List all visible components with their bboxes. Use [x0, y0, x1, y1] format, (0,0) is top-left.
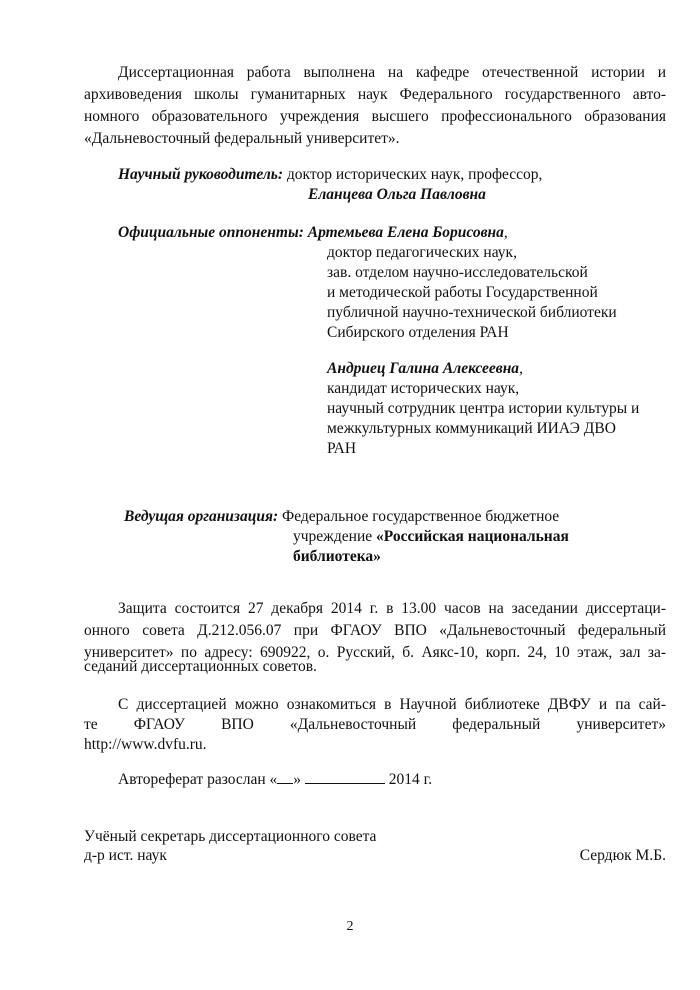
- intro-line-1: Диссертационная работа выполнена на кафедре отечественной истории и: [118, 64, 666, 81]
- opponent-2-line-1: кандидат исторических наук,: [327, 380, 520, 397]
- opponent-1-line-2: зав. отделом научно-исследовательской: [327, 264, 588, 281]
- opponent-1-line-5: Сибирского отделения РАН: [327, 324, 509, 341]
- supervisor-row: [118, 164, 542, 186]
- supervisor-name: Еланцева Ольга Павловна: [308, 186, 486, 203]
- opponent-2-line-3: межкультурных коммуникаций ИИАЭ ДВО: [327, 420, 616, 437]
- opponent-2-line-4: РАН: [327, 440, 357, 457]
- leading-org-line-2: [293, 526, 569, 548]
- secretary-degree: д-р ист. наук: [84, 847, 167, 864]
- opponents-label: Официальные оппоненты:: [118, 224, 304, 241]
- leading-org-bold-1: «Российская национальная: [376, 528, 569, 545]
- intro-line-2: архивоведения школы гуманитарных наук Федерального государственного авто-: [84, 86, 666, 103]
- abstract-sent-row: [118, 769, 432, 791]
- opponent-2-comma: ,: [519, 360, 523, 377]
- opponent-1-comma: ,: [503, 224, 508, 241]
- library-line-2: те ФГАОУ ВПО «Дальневосточный федеральный университет»: [84, 716, 666, 733]
- opponent-1-line-1: доктор педагогических наук,: [327, 244, 517, 261]
- abstract-sent-middle: »: [293, 771, 302, 788]
- leading-org-label: Ведущая организация:: [124, 508, 279, 525]
- opponent-2-row: [327, 358, 523, 380]
- opponents-row: [118, 222, 508, 244]
- page-number: 2: [346, 919, 354, 934]
- day-blank: [277, 769, 293, 784]
- defense-line-3: университет» по адресу: 690922, о. Русский, б. Аякс-10, корп. 24, 10 этаж, зал за-: [84, 644, 666, 661]
- defense-line-4: седаний диссертационных советов.: [84, 658, 317, 675]
- month-blank: [305, 769, 385, 784]
- leading-org-prefix: учреждение: [293, 528, 376, 545]
- defense-line-2: онного совета Д.212.056.07 при ФГАОУ ВПО «Дальневосточный федеральный: [84, 622, 666, 639]
- opponent-1-line-4: публичной научно-технической библиотеки: [327, 304, 617, 321]
- intro-line-3: номного образовательного учреждения высшего профессионального образования: [84, 108, 666, 125]
- defense-line-1: Защита состоится 27 декабря 2014 г. в 13.00 часов на заседании диссертаци-: [118, 600, 666, 617]
- opponent-1-name: Артемьева Елена Борисовна: [307, 224, 504, 241]
- library-line-1: С диссертацией можно ознакомиться в Научной библиотеке ДВФУ и па сай-: [118, 696, 666, 713]
- opponent-2-line-2: научный сотрудник центра истории культуры и: [327, 400, 640, 417]
- supervisor-degree: доктор исторических наук, профессор,: [286, 166, 543, 183]
- abstract-sent-prefix: Автореферат разослан «: [118, 771, 278, 788]
- supervisor-label: Научный руководитель:: [118, 166, 284, 183]
- secretary-title: Учёный секретарь диссертационного совета: [84, 828, 377, 845]
- opponent-2-name: Андриец Галина Алексеевна: [327, 360, 520, 377]
- leading-org-row: [124, 506, 559, 528]
- opponent-1-line-3: и методической работы Государственной: [327, 284, 598, 301]
- intro-line-4: «Дальневосточный федеральный университет».: [84, 130, 400, 147]
- leading-org-line-3: библиотека»: [293, 548, 381, 565]
- library-line-3: http://www.dvfu.ru.: [84, 736, 207, 753]
- leading-org-line-1: Федеральное государственное бюджетное: [281, 508, 560, 525]
- secretary-name: Сердюк М.Б.: [579, 847, 666, 864]
- abstract-sent-year: 2014 г.: [388, 771, 433, 788]
